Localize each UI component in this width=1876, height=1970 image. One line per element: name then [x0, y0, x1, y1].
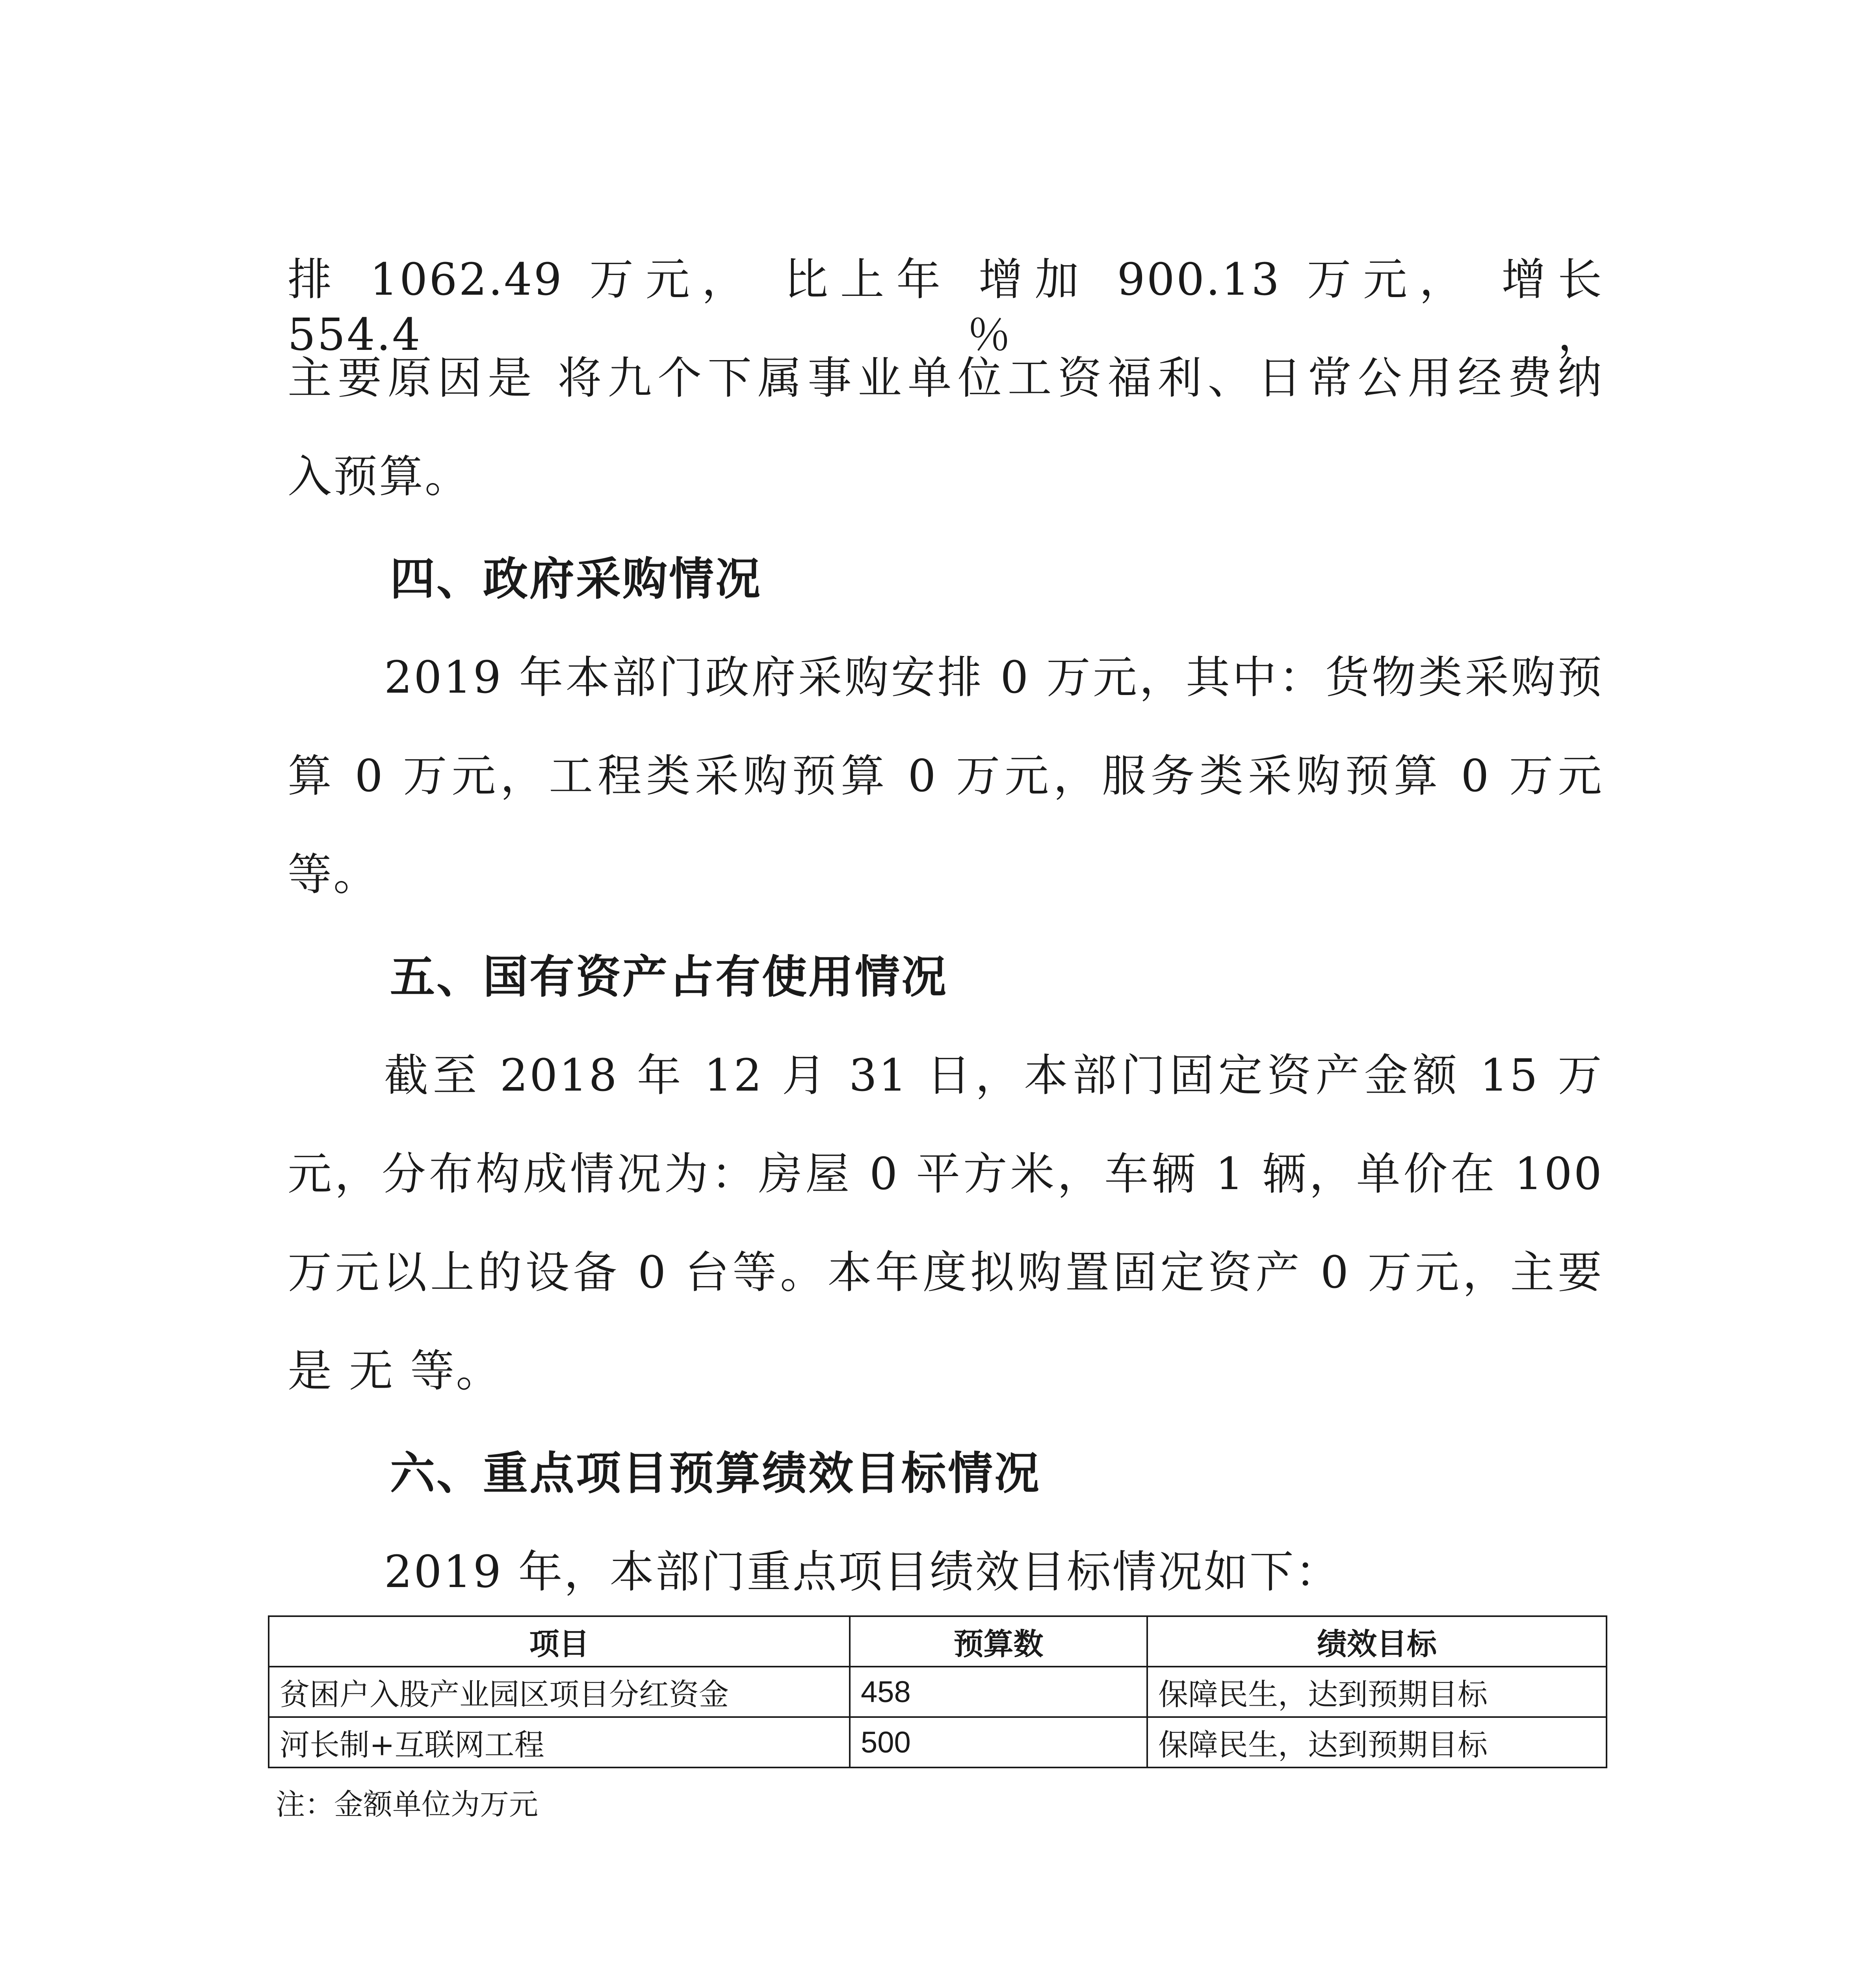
table-row	[269, 1717, 1607, 1767]
section-heading-assets: 五、国有资产占有使用情况	[390, 951, 948, 1003]
cell-budget: 500	[850, 1717, 1147, 1767]
paragraph-line: 是 无 等。	[288, 1346, 502, 1397]
cell-goal: 保障民生，达到预期目标	[1147, 1717, 1607, 1767]
section-heading-performance: 六、重点项目预算绩效目标情况	[390, 1447, 1041, 1500]
paragraph-line: 等。	[288, 849, 379, 900]
paragraph-line: 截至 2018 年 12 月 31 日，本部门固定资产金额 15 万	[384, 1050, 1603, 1101]
section-heading-procurement: 四、政府采购情况	[390, 553, 762, 605]
cell-project: 河长制+互联网工程	[269, 1717, 850, 1767]
paragraph-line: 2019 年本部门政府采购安排 0 万元，其中：货物类采购预	[384, 652, 1603, 703]
paragraph-line: 算 0 万元，工程类采购预算 0 万元，服务类采购预算 0 万元	[288, 751, 1603, 802]
cell-project: 贫困户入股产业园区项目分红资金	[269, 1667, 850, 1717]
column-header-project: 项目	[269, 1616, 850, 1667]
paragraph-line: 2019 年，本部门重点项目绩效目标情况如下：	[384, 1546, 1341, 1598]
paragraph-line: 万元以上的设备 0 台等。本年度拟购置固定资产 0 万元，主要	[288, 1247, 1603, 1298]
performance-table	[268, 1615, 1607, 1768]
paragraph-line: 元，分布构成情况为：房屋 0 平方米，车辆 1 辆，单价在 100	[288, 1149, 1603, 1200]
paragraph-line: 主要原因是 将九个下属事业单位工资福利、日常公用经费纳	[288, 353, 1603, 404]
paragraph-line: 入预算。	[288, 451, 470, 502]
column-header-goal: 绩效目标	[1147, 1616, 1607, 1667]
cell-budget: 458	[850, 1667, 1147, 1717]
table-header-row	[269, 1616, 1607, 1667]
table-row	[269, 1667, 1607, 1717]
column-header-budget: 预算数	[850, 1616, 1147, 1667]
table-note: 注：金额单位为万元	[276, 1788, 538, 1821]
cell-goal: 保障民生，达到预期目标	[1147, 1667, 1607, 1717]
paragraph-line: 排 1062.49 万元， 比上年 增加 900.13 万元， 增长 554.4％，	[288, 254, 1603, 361]
